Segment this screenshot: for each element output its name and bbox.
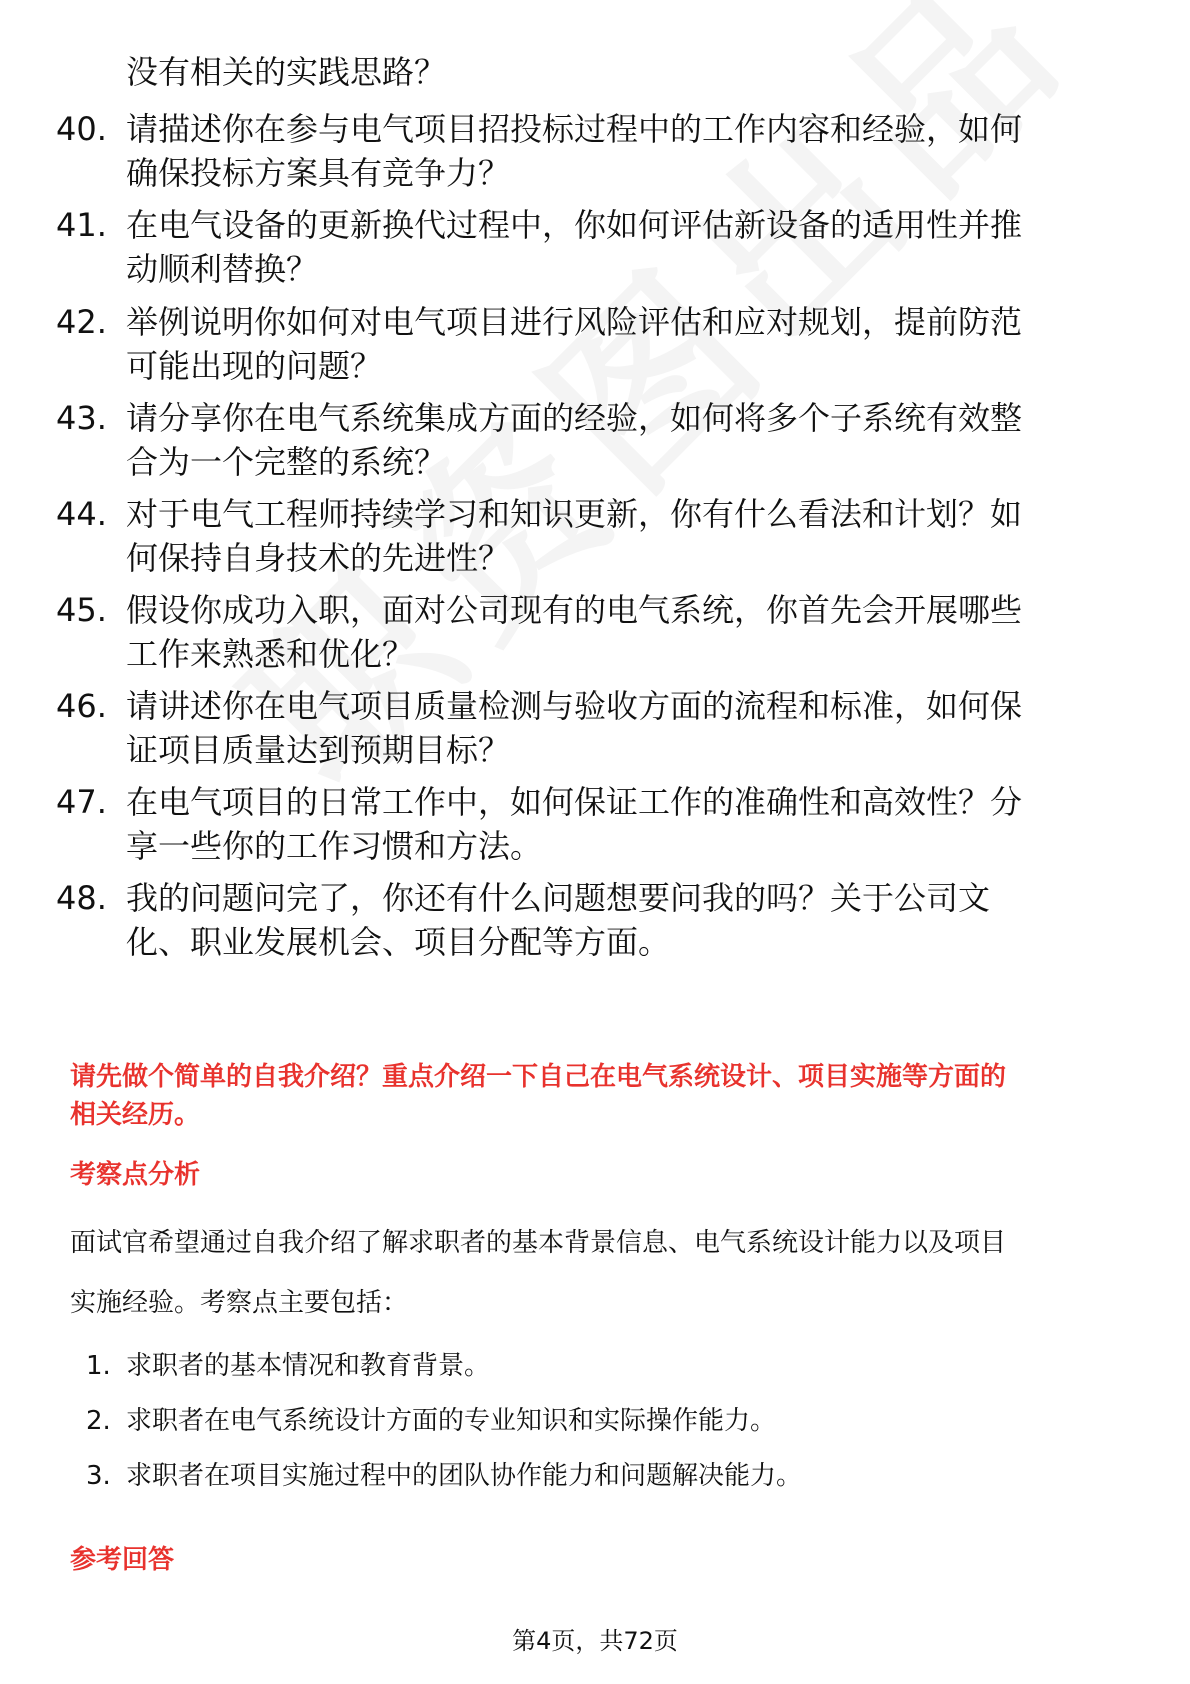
analysis-point <box>86 1459 802 1493</box>
question-number: 48. <box>56 879 107 917</box>
question-number: 40. <box>56 110 107 148</box>
analysis-point <box>86 1404 776 1438</box>
question-text: 对于电气工程师持续学习和知识更新，你有什么看法和计划？如 何保持自身技术的先进性？ <box>126 495 1023 577</box>
question-number: 45. <box>56 591 107 629</box>
point-number: 3. <box>86 1461 111 1491</box>
question-text: 在电气项目的日常工作中，如何保证工作的准确性和高效性？分 享一些你的工作习惯和方法。 <box>126 783 1023 865</box>
question-text: 在电气设备的更新换代过程中，你如何评估新设备的适用性并推 动顺利替换？ <box>126 206 1023 288</box>
question-number: 42. <box>56 303 107 341</box>
analysis-paragraph: 面试官希望通过自我介绍了解求职者的基本背景信息、电气系统设计能力以及项目 实施经验。考察点主要包括： <box>70 1228 1007 1318</box>
point-text: 求职者在电气系统设计方面的专业知识和实际操作能力。 <box>126 1406 777 1436</box>
question-continuation: 没有相关的实践思路？ <box>126 53 447 91</box>
question-text: 请分享你在电气系统集成方面的经验，如何将多个子系统有效整 合为一个完整的系统？ <box>126 399 1023 481</box>
reference-answer-title: 参考回答 <box>70 1545 175 1575</box>
featured-question-heading: 请先做个简单的自我介绍？重点介绍一下自己在电气系统设计、项目实施等方面的 相关经历。 <box>70 1062 1007 1130</box>
question-text: 举例说明你如何对电气项目进行风险评估和应对规划，提前防范 可能出现的问题？ <box>126 303 1023 385</box>
question-number: 41. <box>56 206 107 244</box>
question-number: 47. <box>56 783 107 821</box>
question-text: 请描述你在参与电气项目招投标过程中的工作内容和经验，如何 确保投标方案具有竞争力？ <box>126 110 1023 192</box>
question-text: 请讲述你在电气项目质量检测与验收方面的流程和标准，如何保 证项目质量达到预期目标？ <box>126 687 1023 769</box>
point-text: 求职者在项目实施过程中的团队协作能力和问题解决能力。 <box>126 1461 803 1491</box>
question-number: 43. <box>56 399 107 437</box>
analysis-point <box>86 1349 490 1383</box>
page-footer <box>0 1626 1190 1656</box>
question-text: 我的问题问完了，你还有什么问题想要问我的吗？关于公司文 化、职业发展机会、项目分配等方面。 <box>126 879 991 961</box>
question-text: 假设你成功入职，面对公司现有的电气系统，你首先会开展哪些 工作来熟悉和优化？ <box>126 591 1023 673</box>
analysis-title: 考察点分析 <box>70 1160 201 1190</box>
page-number-label: 第4页，共72页 <box>512 1627 678 1655</box>
point-number: 1. <box>86 1351 111 1381</box>
question-number: 46. <box>56 687 107 725</box>
point-text: 求职者的基本情况和教育背景。 <box>126 1351 491 1381</box>
point-number: 2. <box>86 1406 111 1436</box>
question-number: 44. <box>56 495 107 533</box>
